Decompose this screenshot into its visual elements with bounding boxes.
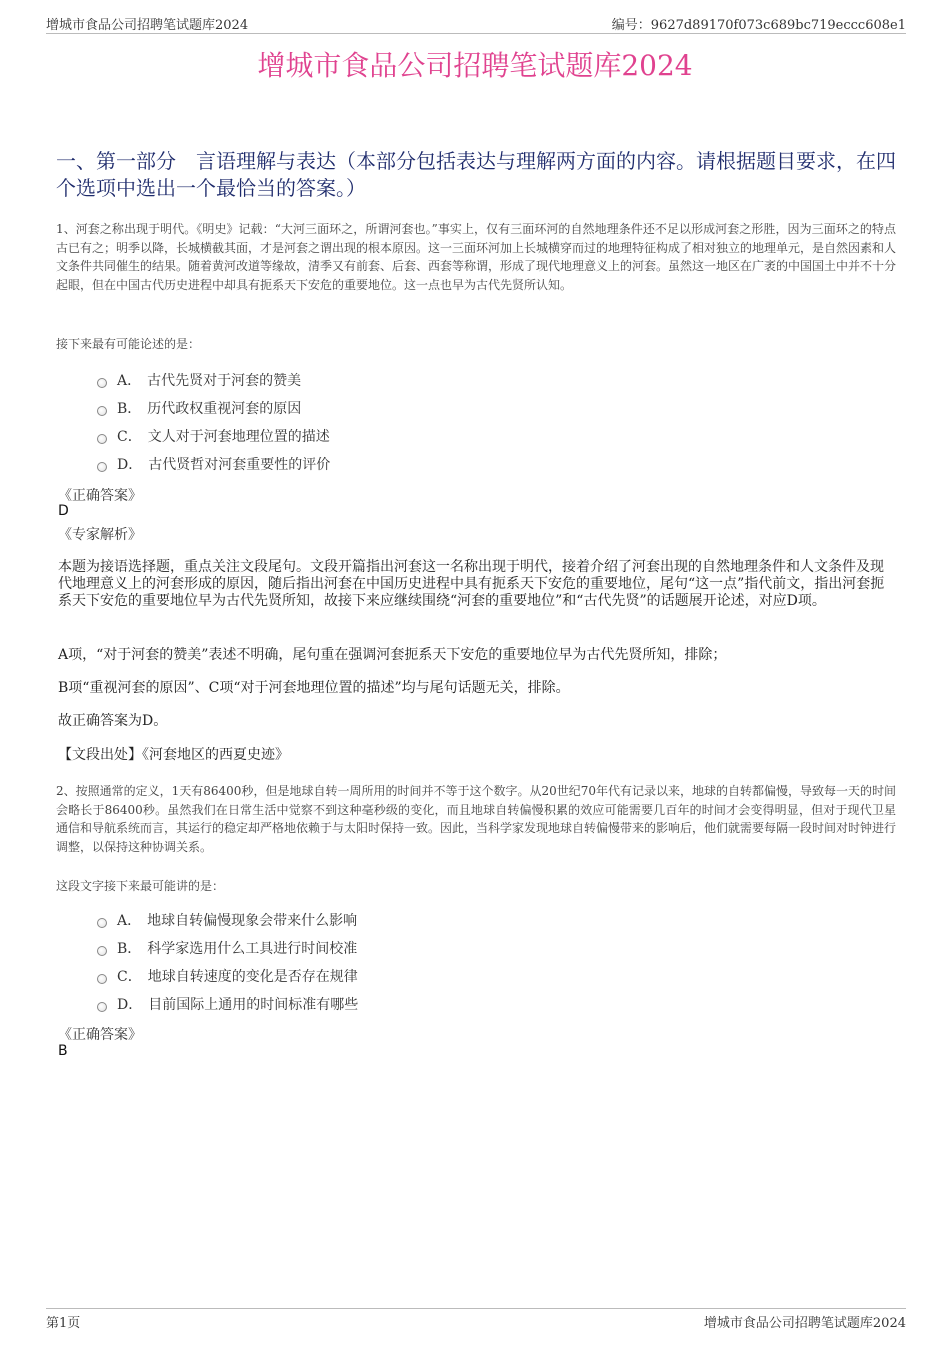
option-text: 科学家选用什么工具进行时间校准 <box>147 941 358 957</box>
option-text: 文人对于河套地理位置的描述 <box>147 429 330 445</box>
header-doc-title: 增城市食品公司招聘笔试题库2024 <box>46 18 249 33</box>
q2-answer-label: 《正确答案》 <box>58 1027 142 1043</box>
q1-passage: 1、河套之称出现于明代。《明史》记载：“大河三面环之，所谓河套也。”事实上，仅有三面环河的自然地理条件还不足以形成河套之形胜，因为三面环之的特点古已有之；明季以降，长城横截其面，才是河套之谓出现的根本原因。这一三面环河加上长城横穿而过的地理特征构成了相对独立的地理单元，是自然因素和人文条件共同催生的结果。随着黄河改道等缘故，清季又有前套、后套、西套等称谓，形成了现代地理意义上的河套。虽然这一地区在广袤的中国国土中并不十分起眼，但在中国古代历史进程中却具有扼系天下安危的重要地位。这一点也早为古代先贤所认知。 <box>56 222 897 292</box>
q1-analysis-a: A项，“对于河套的赞美”表述不明确，尾句重在强调河套扼系天下安危的重要地位早为古代先贤所知，排除； <box>58 647 727 663</box>
q1-options <box>97 366 330 478</box>
q1-option-d[interactable] <box>97 450 330 478</box>
q1-option-a[interactable] <box>97 366 330 394</box>
header-divider <box>46 33 906 34</box>
radio-icon[interactable] <box>97 1002 107 1012</box>
option-text: 古代先贤对于河套的赞美 <box>147 373 302 389</box>
footer-divider <box>46 1308 906 1309</box>
option-text: 地球自转速度的变化是否存在规律 <box>147 969 358 985</box>
q1-analysis-label: 《专家解析》 <box>58 527 142 543</box>
option-text: 地球自转偏慢现象会带来什么影响 <box>147 913 358 929</box>
section-heading: 一、第一部分 言语理解与表达（本部分包括表达与理解两方面的内容。请根据题目要求，在四个选项中选出一个最恰当的答案。） <box>56 149 896 200</box>
q1-source: 【文段出处】《河套地区的西夏史迹》 <box>58 747 289 763</box>
option-letter: B． <box>117 401 142 417</box>
q1-analysis-bc: B项“重视河套的原因”、C项“对于河套地理位置的描述”均与尾句话题无关，排除。 <box>58 680 570 696</box>
q2-passage: 2、按照通常的定义，1天有86400秒，但是地球自转一周所用的时间并不等于这个数字。从20世纪70年代有记录以来，地球的自转都偏慢，导致每一天的时间会略长于86400秒。虽然我们在日常生活中觉察不到这种毫秒级的变化，而且地球自转偏慢积累的效应可能需要几百年的时间才会变得明显，但对于现代卫星通信和导航系统而言，其运行的稳定却严格地依赖于与太阳时保持一致。因此，当科学家发现地球自转偏慢带来的影响后，他们就需要每隔一段时间对时钟进行调整，以保持这种协调关系。 <box>56 784 897 854</box>
q1-analysis-main: 本题为接语选择题，重点关注文段尾句。文段开篇指出河套这一名称出现于明代，接着介绍了河套出现的自然地理条件和人文条件及现代地理意义上的河套形成的原因，随后指出河套在中国历史进程中具有扼系天下安危的重要地位，尾句“这一点”指代前文，指出河套扼系天下安危的重要地位早为古代先贤所知，故接下来应继续围绕“河套的重要地位”和“古代先贤”的话题展开论述，对应D项。 <box>58 559 885 609</box>
q1-answer: D <box>58 503 69 519</box>
option-text: 历代政权重视河套的原因 <box>147 401 302 417</box>
option-letter: A． <box>117 913 142 929</box>
q1-option-c[interactable] <box>97 422 330 450</box>
option-letter: B． <box>117 941 142 957</box>
q2-options <box>97 906 358 1018</box>
header-doc-id: 编号：9627d89170f073c689bc719eccc608e1 <box>611 18 906 33</box>
option-letter: D． <box>117 997 143 1013</box>
radio-icon[interactable] <box>97 434 107 444</box>
q2-option-a[interactable] <box>97 906 358 934</box>
option-letter: A． <box>117 373 142 389</box>
footer-doc-title: 增城市食品公司招聘笔试题库2024 <box>703 1316 906 1331</box>
q1-option-b[interactable] <box>97 394 330 422</box>
q2-option-c[interactable] <box>97 962 358 990</box>
option-text: 目前国际上通用的时间标准有哪些 <box>148 997 359 1013</box>
radio-icon[interactable] <box>97 974 107 984</box>
q1-analysis-conclusion: 故正确答案为D。 <box>58 713 168 729</box>
option-text: 古代贤哲对河套重要性的评价 <box>148 457 331 473</box>
radio-icon[interactable] <box>97 462 107 472</box>
option-letter: C． <box>117 429 142 445</box>
radio-icon[interactable] <box>97 946 107 956</box>
q2-prompt: 这段文字接下来最可能讲的是： <box>56 879 225 893</box>
q2-answer: B <box>58 1043 68 1059</box>
q2-option-b[interactable] <box>97 934 358 962</box>
q2-option-d[interactable] <box>97 990 358 1018</box>
radio-icon[interactable] <box>97 406 107 416</box>
page-title: 增城市食品公司招聘笔试题库2024 <box>257 49 693 82</box>
radio-icon[interactable] <box>97 918 107 928</box>
q1-answer-label: 《正确答案》 <box>58 488 142 504</box>
footer-page-number: 第1页 <box>46 1316 81 1331</box>
radio-icon[interactable] <box>97 378 107 388</box>
option-letter: D． <box>117 457 143 473</box>
option-letter: C． <box>117 969 142 985</box>
q1-prompt: 接下来最有可能论述的是： <box>56 337 201 351</box>
